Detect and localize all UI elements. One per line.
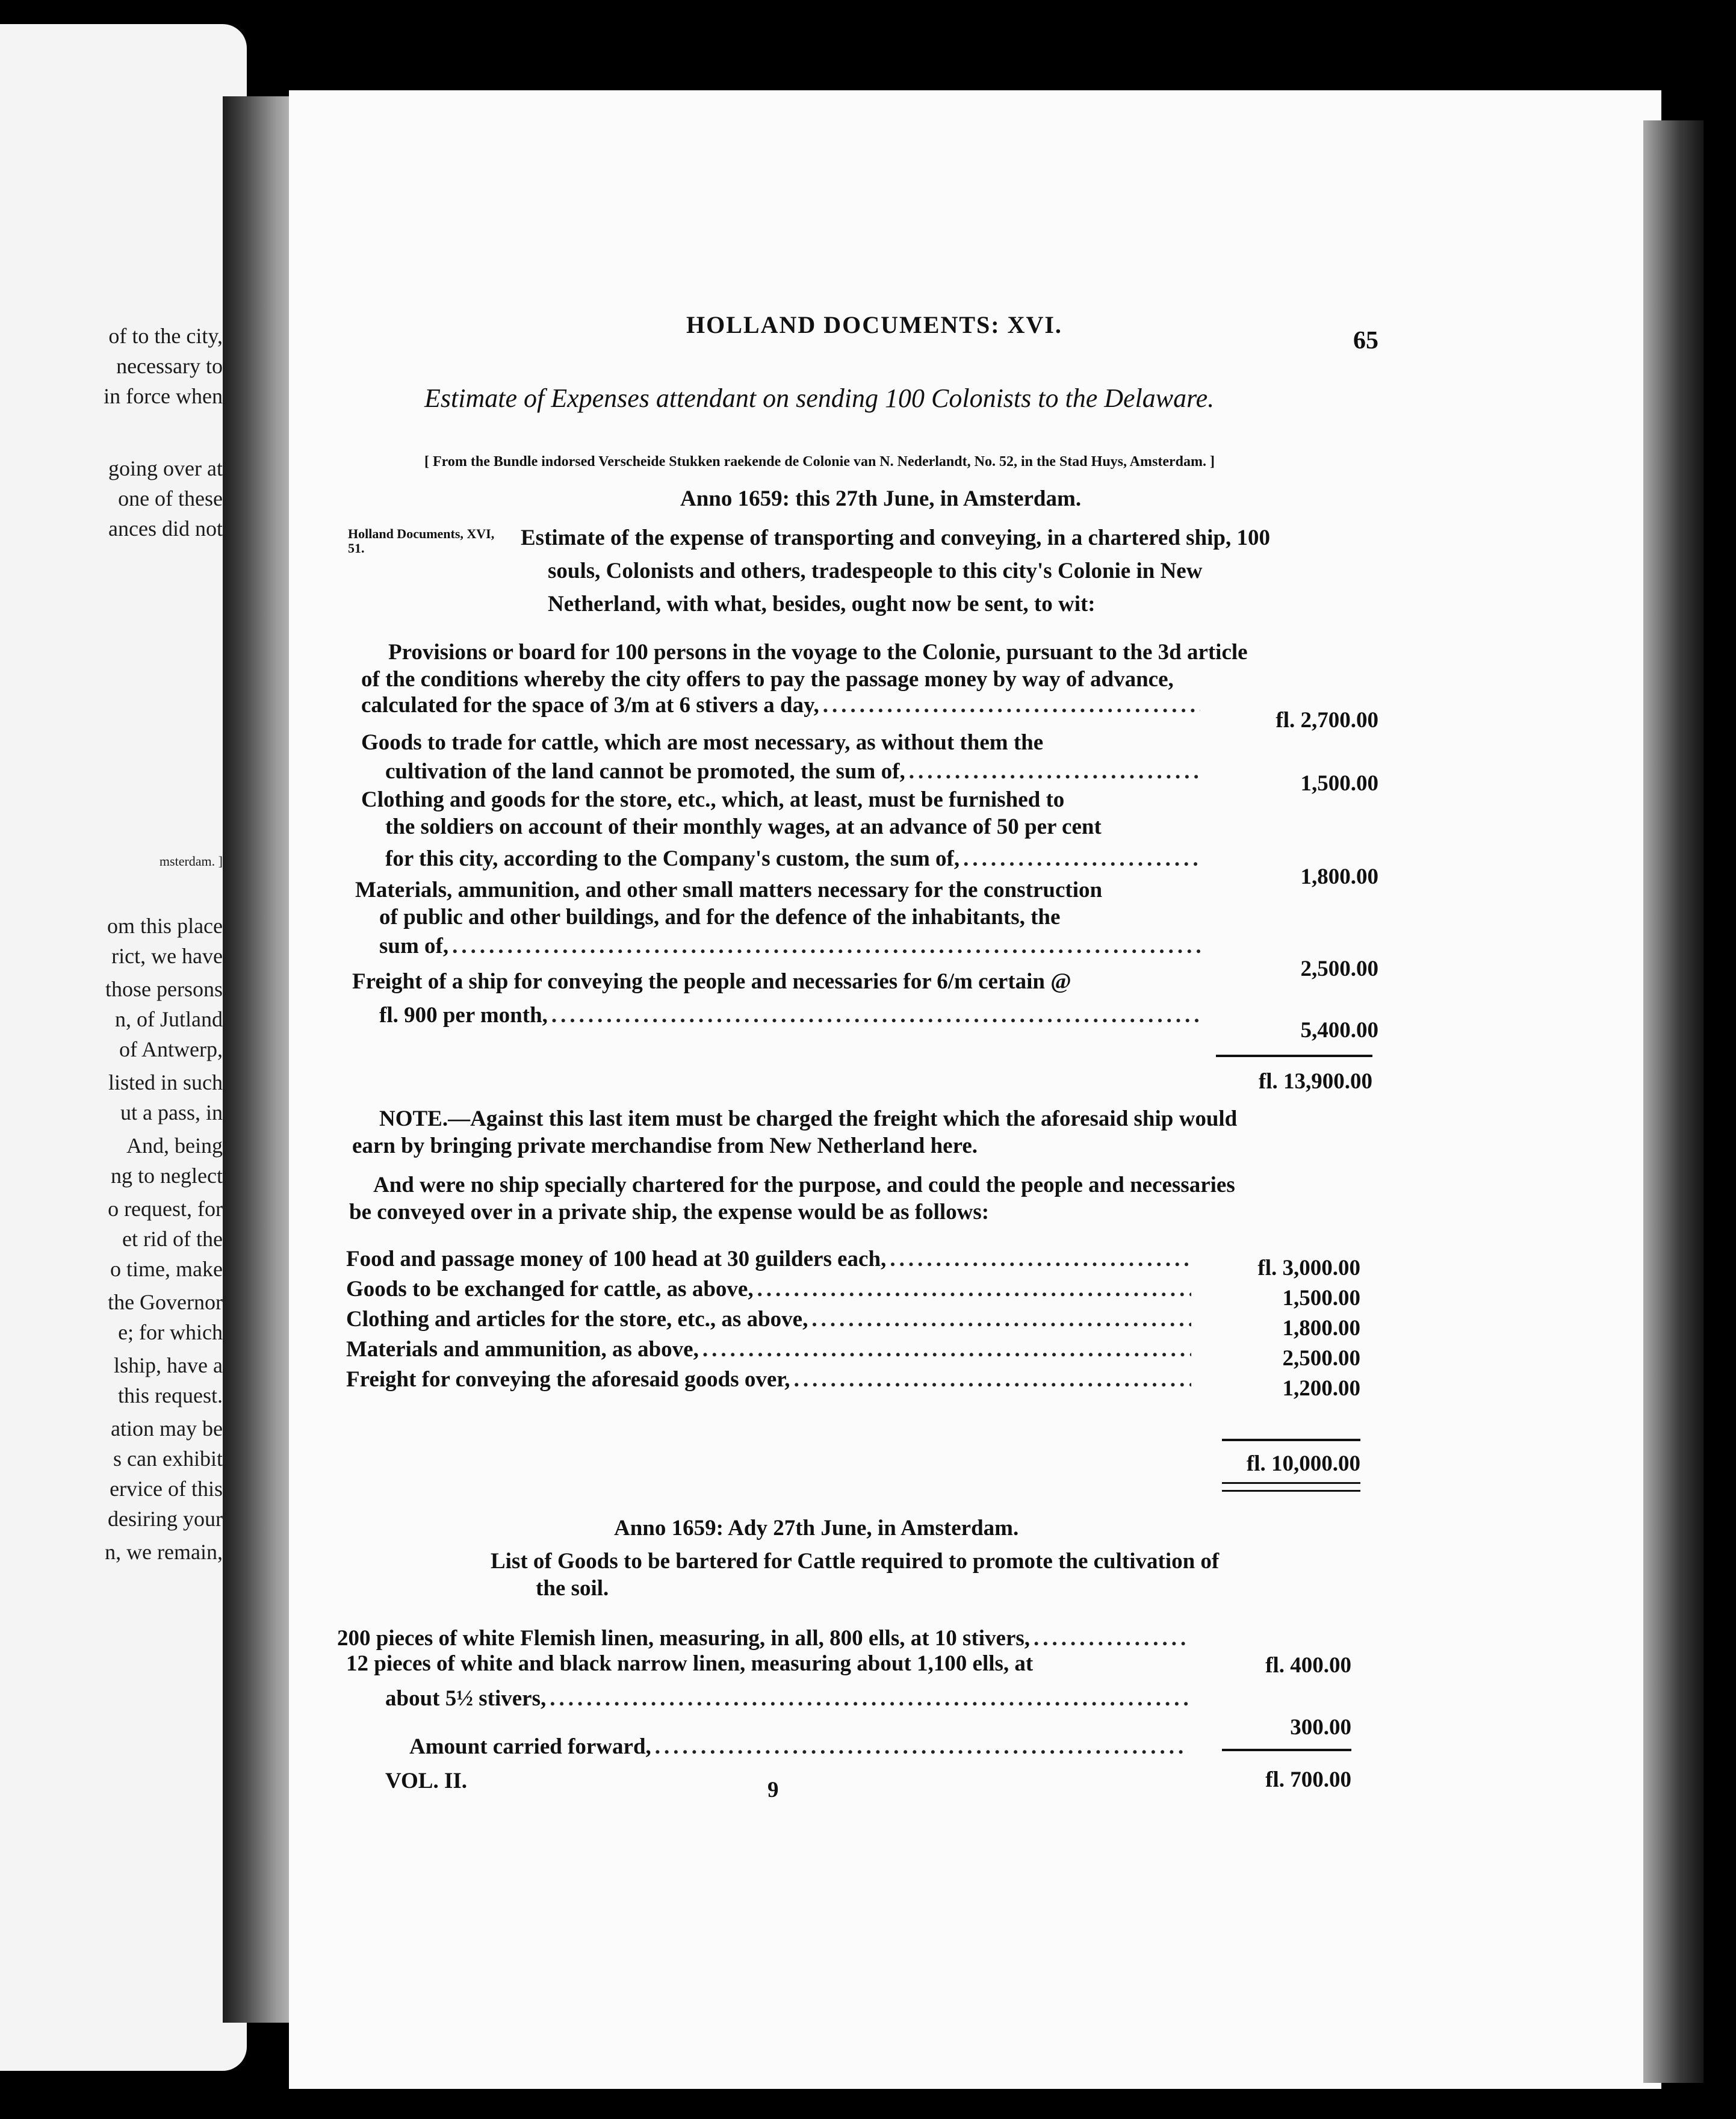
list-intro: List of Goods to be bartered for Cattle required to promote the cultivation of (491, 1549, 1220, 1574)
left-page-line: o time, make (110, 1257, 223, 1281)
estimate-item-text: Materials, ammunition, and other small matters necessary for the construction (355, 878, 1103, 902)
note-text: NOTE.—Against this last item must be charged the freight which the aforesaid ship would (379, 1106, 1238, 1131)
estimate-item-text: Clothing and goods for the store, etc., which, at least, must be furnished to (361, 787, 1065, 812)
goods-item-text: 200 pieces of white Flemish linen, measuring, in all, 800 ells, at 10 stivers, (337, 1626, 1031, 1651)
margin-note: Holland Documents, XVI, 51. (348, 526, 495, 556)
left-page-line: of to the city, (108, 324, 223, 348)
carried-forward-amount: fl. 700.00 (1265, 1767, 1351, 1792)
list-intro: the soil. (536, 1576, 609, 1601)
estimate-item-text: of the conditions whereby the city offers to pay the passage money by way of advance, (361, 667, 1174, 692)
left-page-line: e; for which (118, 1320, 223, 1344)
left-page-line: this request. (118, 1383, 223, 1407)
goods-row (385, 1686, 1192, 1711)
left-page-line: rict, we have (111, 944, 223, 968)
document-title: Estimate of Expenses attendant on sending 100 Colonists to the Delaware. (424, 383, 1215, 413)
left-page-line: ation may be (111, 1416, 223, 1441)
paragraph-text: And were no ship specially chartered for the purpose, and could the people and necessaries (373, 1173, 1235, 1197)
alt-expense-label: Freight for conveying the aforesaid goods over, (346, 1367, 790, 1392)
left-page-line: et rid of the (122, 1227, 223, 1251)
alt-expense-amount: 2,500.00 (1282, 1346, 1360, 1371)
volume-footer: VOL. II. (385, 1769, 467, 1793)
dateline: Anno 1659: this 27th June, in Amsterdam. (680, 486, 1082, 511)
alt-expense-row (346, 1306, 1195, 1332)
sum-rule (1216, 1055, 1372, 1057)
note-text: earn by bringing private merchandise from New Netherland here. (352, 1134, 978, 1158)
left-page-line: ervice of this (110, 1477, 223, 1501)
alt-expense-row (346, 1336, 1195, 1362)
alt-expense-amount: 1,800.00 (1282, 1316, 1360, 1341)
alt-expense-amount: fl. 3,000.00 (1257, 1256, 1360, 1280)
left-page-line: o request, for (108, 1197, 223, 1221)
estimate-row (379, 1002, 1204, 1028)
estimate-row (385, 759, 1204, 784)
estimate-amount: fl. 2,700.00 (1276, 708, 1378, 733)
estimate-item-text: Freight of a ship for conveying the people and necessaries for 6/m certain @ (352, 969, 1071, 994)
source-note: [ From the Bundle indorsed Verscheide Stukken raekende de Colonie van N. Nederlandt, No. 52, in the Stad Huys, Amsterdam. ] (424, 454, 1215, 470)
alt-expense-row (346, 1276, 1195, 1302)
alt-expense-label: Goods to be exchanged for cattle, as above, (346, 1277, 754, 1301)
signature-mark: 9 (767, 1778, 779, 1802)
left-page-line: om this place (107, 914, 223, 938)
alt-expense-label: Food and passage money of 100 head at 30 guilders each, (346, 1247, 887, 1271)
left-page-line: msterdam. ] (159, 854, 223, 869)
left-page-line: one of these (118, 486, 223, 510)
estimate-amount: 1,500.00 (1300, 771, 1378, 796)
page-edge (1643, 120, 1703, 2083)
left-page-line: necessary to (116, 354, 223, 378)
estimate-item-text: for this city, according to the Company's custom, the sum of, (385, 846, 960, 871)
alt-expense-label: Clothing and articles for the store, etc., as above, (346, 1307, 808, 1332)
carried-forward-label: Amount carried forward, (409, 1734, 651, 1759)
left-facing-page (0, 24, 247, 2071)
goods-amount: 300.00 (1290, 1715, 1351, 1740)
intro-line: Estimate of the expense of transporting and conveying, in a chartered ship, 100 (521, 526, 1270, 550)
sum-rule (1222, 1439, 1360, 1441)
left-page-line: And, being (126, 1134, 223, 1158)
left-page-line: ng to neglect (111, 1164, 223, 1188)
estimate-row (385, 846, 1204, 872)
goods-item-text: 12 pieces of white and black narrow linen, measuring about 1,100 ells, at (346, 1651, 1034, 1676)
left-page-line: ut a pass, in (120, 1100, 223, 1125)
estimate-amount: 1,800.00 (1300, 864, 1378, 889)
left-page-line: those persons (105, 977, 223, 1001)
left-page-line: in force when (104, 384, 223, 408)
sum-rule (1222, 1749, 1351, 1751)
estimate-item-text: cultivation of the land cannot be promoted, the sum of, (385, 759, 905, 784)
left-page-line: s can exhibit (113, 1447, 223, 1471)
estimate-item-text: the soldiers on account of their monthly wages, at an advance of 50 per cent (385, 814, 1102, 839)
estimate-item-text: Provisions or board for 100 persons in the voyage to the Colonie, pursuant to the 3d article (388, 640, 1248, 665)
estimate-total: fl. 13,900.00 (1258, 1069, 1372, 1094)
page-number: 65 (1353, 327, 1378, 355)
left-page-line: n, we remain, (105, 1540, 223, 1564)
left-page-line: ances did not (108, 517, 223, 541)
goods-amount: fl. 400.00 (1265, 1653, 1351, 1678)
estimate-item-text: calculated for the space of 3/m at 6 stivers a day, (361, 693, 819, 718)
left-page-line: n, of Jutland (115, 1007, 223, 1031)
alt-expense-row (346, 1246, 1195, 1272)
left-page-line: the Governor (108, 1290, 223, 1314)
running-title: HOLLAND DOCUMENTS: XVI. (686, 311, 1062, 338)
left-page-line: of Antwerp, (119, 1037, 223, 1061)
estimate-row (361, 692, 1204, 718)
estimate-amount: 5,400.00 (1300, 1018, 1378, 1043)
left-page-line: lship, have a (114, 1353, 223, 1377)
intro-line: souls, Colonists and others, tradespeople to this city's Colonie in New (548, 559, 1203, 583)
double-rule (1222, 1482, 1360, 1492)
dateline: Anno 1659: Ady 27th June, in Amsterdam. (614, 1516, 1019, 1540)
estimate-item-text: fl. 900 per month, (379, 1003, 548, 1028)
alt-expense-row (346, 1367, 1195, 1392)
alt-expense-amount: 1,200.00 (1282, 1376, 1360, 1401)
alt-total: fl. 10,000.00 (1246, 1451, 1360, 1476)
left-page-line: going over at (108, 456, 223, 480)
estimate-amount: 2,500.00 (1300, 957, 1378, 981)
goods-row (337, 1625, 1192, 1651)
intro-line: Netherland, with what, besides, ought now be sent, to wit: (548, 592, 1096, 616)
goods-row (409, 1734, 1192, 1760)
left-page-line: listed in such (108, 1070, 223, 1094)
estimate-item-text: of public and other buildings, and for the defence of the inhabitants, the (379, 905, 1061, 929)
left-page-line: desiring your (108, 1507, 223, 1531)
alt-expense-amount: 1,500.00 (1282, 1286, 1360, 1311)
paragraph-text: be conveyed over in a private ship, the expense would be as follows: (349, 1200, 990, 1224)
estimate-item-text: Goods to trade for cattle, which are most necessary, as without them the (361, 730, 1044, 755)
alt-expense-label: Materials and ammunition, as above, (346, 1337, 699, 1362)
goods-item-text: about 5½ stivers, (385, 1686, 547, 1711)
estimate-item-text: sum of, (379, 934, 449, 958)
estimate-row (379, 933, 1204, 959)
